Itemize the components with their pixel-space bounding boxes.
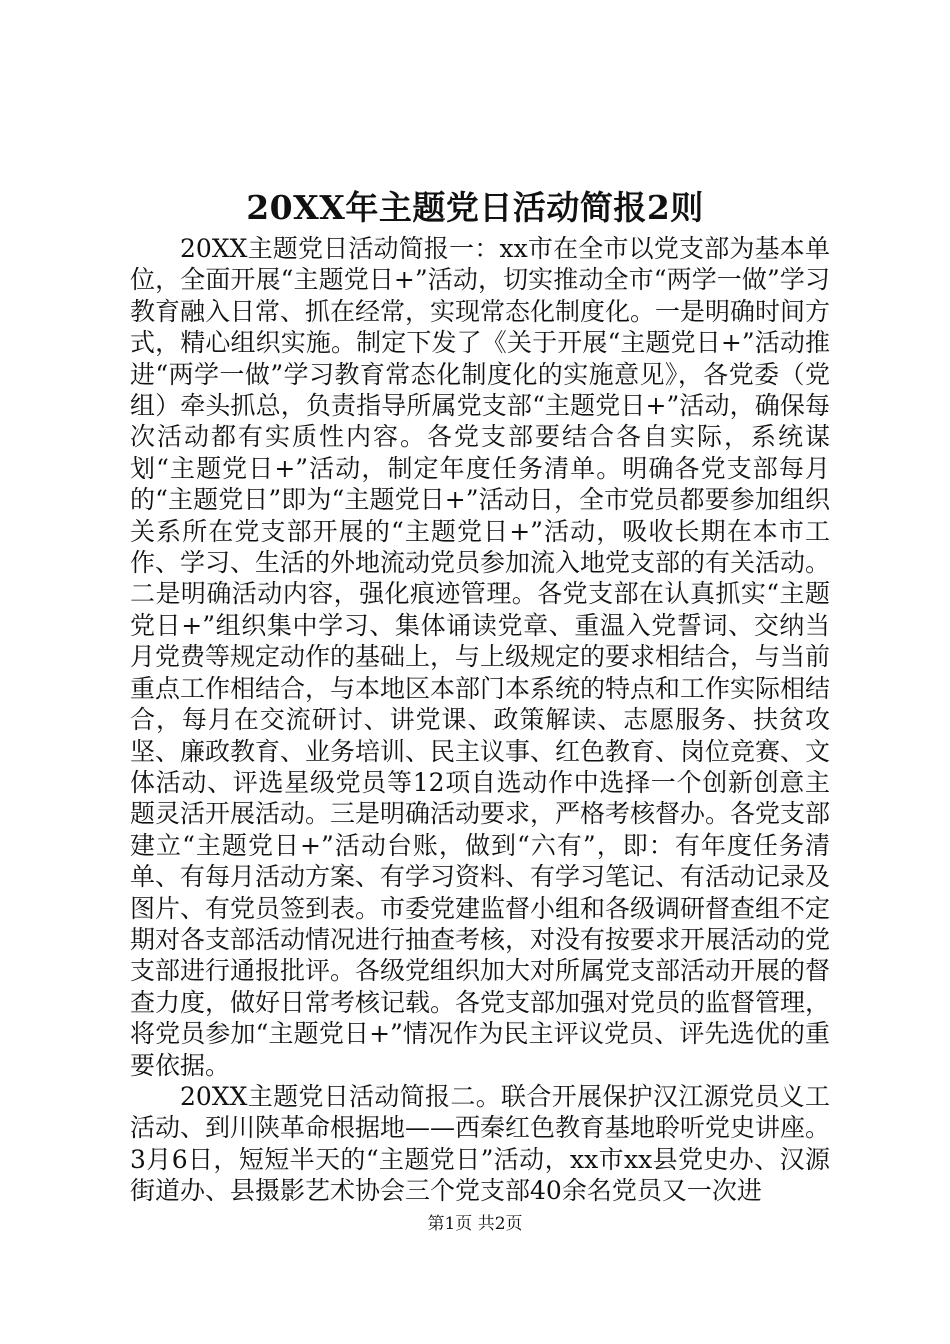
paragraph-1: 20XX主题党日活动简报一：xx市在全市以党支部为基本单位，全面开展“主题党日+”活动，切实推动全市“两学一做”学习教育融入日常、抓在经常，实现常态化制度化。一是明确时间方式，精心组织实施。制定下发了《关于开展“主题党日+”活动推进“两学一做”学习教育常态化制度化的实施意见》，各党委（党组）牵头抓总，负责指导所属党支部“主题党日+”活动，确保每次活动都有实质性内容。各党支部要结合各自实际，系统谋划“主题党日+”活动，制定年度任务清单。明确各党支部每月的“主题党日”即为“主题党日+”活动日，全市党员都要参加组织关系所在党支部开展的“主题党日+”活动，吸收长期在本市工作、学习、生活的外地流动党员参加流入地党支部的有关活动。二是明确活动内容，强化痕迹管理。各党支部在认真抓实“主题党日+”组织集中学习、集体诵读党章、重温入党誓词、交纳当月党费等规定动作的基础上，与上级规定的要求相结合，与当前重点工作相结合，与本地区本部门本系统的特点和工作实际相结合，每月在交流研讨、讲党课、政策解读、志愿服务、扶贫攻坚、廉政教育、业务培训、民主议事、红色教育、岗位竞赛、文体活动、评选星级党员等12项自选动作中选择一个创新创意主题灵活开展活动。三是明确活动要求，严格考核督办。各党支部建立“主题党日+”活动台账，做到“六有”，即：有年度任务清单、有每月活动方案、有学习资料、有学习笔记、有活动记录及图片、有党员签到表。市委党建监督小组和各级调研督查组不定期对各支部活动情况进行抽查考核，对没有按要求开展活动的党支部进行通报批评。各级党组织加大对所属党支部活动开展的督查力度，做好日常考核记载。各党支部加强对党员的监督管理，将党员参加“主题党日+”情况作为民主评议党员、评先选优的重要依据。	[130, 234, 831, 1080]
page-number-footer: 第1页 共2页	[427, 1214, 523, 1234]
document-title: 20XX年主题党日活动简报2则	[246, 188, 704, 227]
paragraph-2: 20XX主题党日活动简报二。联合开展保护汉江源党员义工活动、到川陕革命根据地——西秦红色教育基地聆听党史讲座。3月6日，短短半天的“主题党日”活动，xx市xx县党史办、汉源街道办、县摄影艺术协会三个党支部40余名党员又一次进	[130, 1081, 831, 1206]
document-body	[130, 233, 830, 1207]
